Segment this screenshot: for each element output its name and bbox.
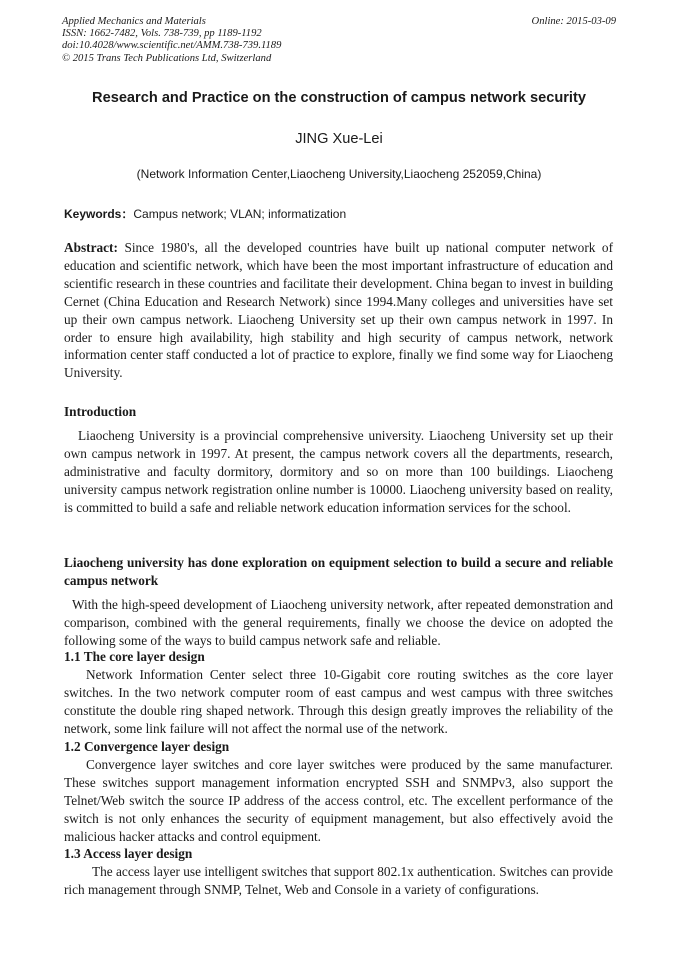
doi-line: doi:10.4028/www.scientific.net/AMM.738-739.1189 [62,40,282,52]
abstract-label: Abstract: [64,240,118,255]
affiliation: (Network Information Center,Liaocheng University,Liaocheng 252059,China) [136,167,542,181]
introduction-heading: Introduction [64,404,137,419]
section2-text: With the high-speed development of Liaocheng university network, after repeated demonstration and comparison, combined with the general requirements, finally we choose the device on adopted the following some of the ways to build campus network safe and reliable. [64,597,613,648]
abstract [64,239,613,382]
journal-header [62,16,618,65]
journal-name: Applied Mechanics and Materials [62,16,206,27]
copyright-line: © 2015 Trans Tech Publications Ltd, Switzerland [62,52,272,64]
keywords-text: Campus network; VLAN; informatization [133,207,347,221]
subsection-heading-access: 1.3 Access layer design [64,846,193,861]
keywords [64,205,614,222]
issn-line: ISSN: 1662-7482, Vols. 738-739, pp 1189-1192 [62,28,262,40]
subsection-heading-core: 1.1 The core layer design [64,649,205,664]
keywords-label: Keywords： [64,207,134,221]
subsection-text-access: The access layer use intelligent switches that support 802.1x authentication. Switches can provide rich management through SNMP, Telnet, Web and Console in a variety of configurations. [64,864,613,897]
section2-heading: Liaocheng university has done exploration on equipment selection to build a secure and reliable campus network [64,555,613,588]
author-name: JING Xue-Lei [295,131,383,147]
introduction-text: Liaocheng University is a provincial comprehensive university. Liaocheng University set up their own campus network in 1997. At present, the campus network covers all the departments, research, administrative and faculty dormitory, dormitory and so on more than 100 buildings. Liaocheng university campus network registration online number is 10000. Liaocheng university based on reality, is committed to build a safe and reliable network education information services for the school. [64,428,613,515]
online-date: Online: 2015-03-09 [531,16,616,27]
subsection-text-convergence: Convergence layer switches and core layer switches were produced by the same manufacturer. These switches support management information encrypted SSH and SNMPv3, also support the Telnet/Web switch the source IP address of the access control, etc. The excellent performance of the switch is not only enhances the security of equipment management, but also effectively avoid the malicious hacker attacks and control equipment. [64,757,613,844]
abstract-text: Since 1980's, all the developed countries have built up national computer network of education and scientific network, which have been the most important infrastructure of education and scientific research in these countries and facilitate their development. China began to invest in building Cernet (China Education and Research Network) since 1994.Many colleges and universities have set up their own campus network. Liaocheng University set up their own campus network in 1997. In order to ensure high availability, high stability and high security of campus network, network information center staff conducted a lot of practice to explore, finally we find some way for Liaocheng University. [64,240,613,381]
subsection-text-core: Network Information Center select three 10-Gigabit core routing switches as the core layer switches. In the two network computer room of east campus and west campus with three switches constitute the double ring shaped network. Through this design greatly improves the reliability of the network, some link failure will not affect the normal use of the network. [64,667,613,736]
paper-title: Research and Practice on the construction of campus network security [92,90,586,106]
subsection-heading-convergence: 1.2 Convergence layer design [64,739,230,754]
